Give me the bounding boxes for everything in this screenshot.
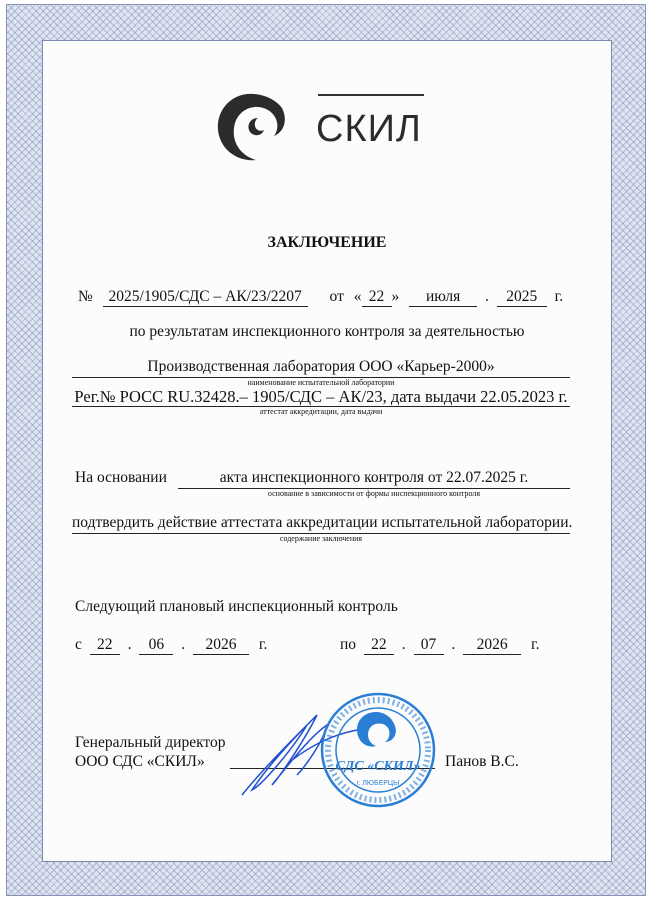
conclusion-text: подтвердить действие аттестата аккредитации испытательной лаборатории. (72, 514, 573, 531)
dot: . (127, 636, 132, 653)
signatory-name: Панов В.С. (445, 753, 519, 770)
organization-stamp (318, 690, 438, 810)
next-control-from (75, 636, 267, 655)
from-label: от (329, 288, 344, 305)
quote-close: » (391, 288, 400, 305)
quote-open: « (353, 288, 362, 305)
day: 22 (362, 288, 392, 307)
lab-name: Производственная лаборатория ООО «Карьер-2000» (147, 358, 495, 375)
signatory-position: Генеральный директор (75, 734, 226, 751)
year-suffix: г. (531, 636, 540, 653)
dot: . (401, 636, 406, 653)
basis-caption: основание в зависимости от формы инспекционного контроля (267, 489, 481, 498)
document-number: 2025/1905/СДС – АК/23/2207 (103, 288, 308, 307)
subtitle: по результатам инспекционного контроля за деятельностью (129, 323, 525, 340)
from-month: 06 (139, 636, 173, 655)
logo-text: СКИЛ (316, 108, 422, 150)
svg-text:г. ЛЮБЕРЦЫ: г. ЛЮБЕРЦЫ (356, 780, 400, 787)
svg-text:СДС «СКИЛ»: СДС «СКИЛ» (335, 759, 421, 774)
dot: . (485, 288, 489, 305)
lab-name-caption: наименование испытательной лаборатории (247, 378, 395, 387)
month: июля (409, 288, 477, 307)
signatory-org: ООО СДС «СКИЛ» (75, 753, 205, 770)
basis-label: На основании (75, 469, 167, 486)
to-year: 2026 (463, 636, 521, 655)
lab-registration: Рег.№ РОСС RU.32428.– 1905/СДС – АК/23, дата выдачи 22.05.2023 г. (74, 387, 568, 406)
dot: . (181, 636, 186, 653)
swirl-logo-icon (212, 88, 292, 164)
document-title: ЗАКЛЮЧЕНИЕ (267, 234, 387, 251)
to-day: 22 (364, 636, 394, 655)
to-prefix: по (340, 636, 357, 653)
to-month: 07 (414, 636, 444, 655)
conclusion-caption: содержание заключения (279, 534, 363, 543)
lab-registration-caption: аттестат аккредитации, дата выдачи (259, 407, 383, 416)
basis-value: акта инспекционного контроля от 22.07.2025 г. (219, 469, 529, 486)
next-control-label: Следующий плановый инспекционный контроль (75, 598, 398, 615)
number-line (78, 288, 563, 307)
year-suffix: г. (258, 636, 268, 653)
from-year: 2026 (193, 636, 249, 655)
from-prefix: с (75, 636, 82, 653)
next-control-to (340, 636, 540, 655)
year: 2025 (497, 288, 547, 307)
logo (212, 88, 427, 164)
number-prefix: № (78, 288, 93, 305)
dot: . (451, 636, 456, 653)
year-suffix: г. (554, 288, 564, 305)
from-day: 22 (90, 636, 120, 655)
